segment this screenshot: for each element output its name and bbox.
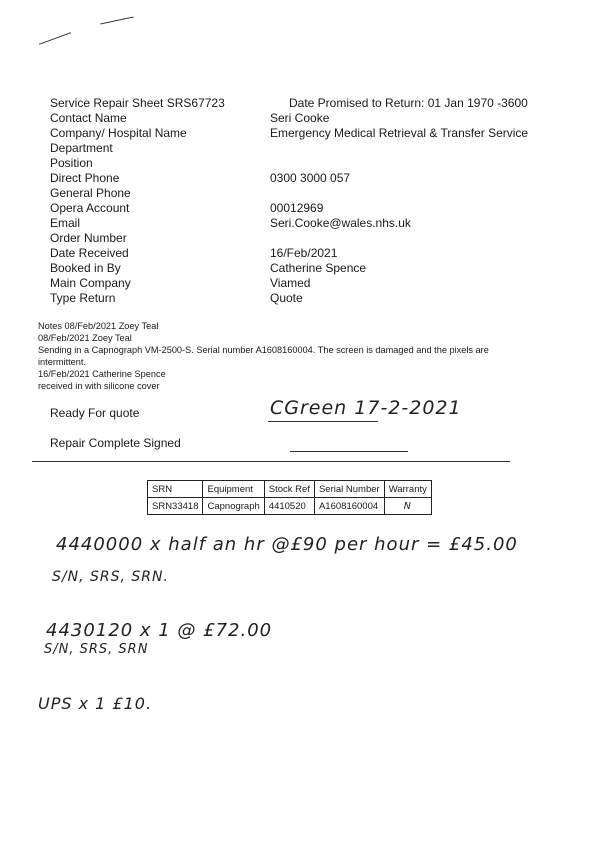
handwritten-line: 4430120 x 1 @ £72.00 bbox=[46, 620, 273, 641]
signature-line bbox=[268, 421, 378, 422]
handwritten-line: UPS x 1 £10. bbox=[38, 694, 153, 713]
column-header: Warranty bbox=[384, 481, 431, 498]
signature-line bbox=[290, 451, 408, 452]
field-value: 16/Feb/2021 bbox=[270, 246, 338, 260]
scan-mark bbox=[39, 32, 71, 45]
field-label: Email bbox=[50, 216, 81, 230]
date-promised: Date Promised to Return: 01 Jan 1970 -3600 bbox=[289, 96, 528, 110]
column-header: SRN bbox=[148, 481, 203, 498]
table-header-row bbox=[148, 481, 432, 498]
column-header: Stock Ref bbox=[264, 481, 314, 498]
handwritten-line: S/N, SRS, SRN bbox=[44, 642, 149, 657]
field-label: Order Number bbox=[50, 231, 127, 245]
field-label: Contact Name bbox=[50, 111, 127, 125]
field-value: Seri.Cooke@wales.nhs.uk bbox=[270, 216, 411, 230]
note-line: 08/Feb/2021 Zoey Teal bbox=[38, 333, 132, 343]
table-row bbox=[148, 498, 432, 515]
field-value: Viamed bbox=[270, 276, 311, 290]
field-label: Company/ Hospital Name bbox=[50, 126, 187, 140]
column-header: Serial Number bbox=[314, 481, 384, 498]
field-label: Opera Account bbox=[50, 201, 130, 215]
divider bbox=[32, 461, 510, 462]
cell-srn: SRN33418 bbox=[148, 498, 203, 515]
field-label: Type Return bbox=[50, 291, 116, 305]
repair-complete-label: Repair Complete Signed bbox=[50, 436, 181, 450]
field-label: Date Received bbox=[50, 246, 129, 260]
note-line: Sending in a Capnograph VM-2500-S. Serial number A1608160004. The screen is damaged and the pixels are bbox=[38, 345, 489, 355]
field-label: Department bbox=[50, 141, 113, 155]
note-line: Notes 08/Feb/2021 Zoey Teal bbox=[38, 321, 159, 331]
note-line: 16/Feb/2021 Catherine Spence bbox=[38, 369, 166, 379]
handwritten-line: S/N, SRS, SRN. bbox=[52, 569, 169, 585]
cell-stock-ref: 4410520 bbox=[264, 498, 314, 515]
notes-section bbox=[38, 320, 489, 392]
field-value: 0300 3000 057 bbox=[270, 171, 351, 185]
sheet-title: Service Repair Sheet SRS67723 bbox=[50, 96, 225, 110]
scan-mark bbox=[100, 16, 133, 24]
ready-for-quote-label: Ready For quote bbox=[50, 406, 140, 420]
field-value: Quote bbox=[270, 291, 303, 305]
field-label: Position bbox=[50, 156, 93, 170]
cell-equipment: Capnograph bbox=[203, 498, 264, 515]
field-label: General Phone bbox=[50, 186, 131, 200]
column-header: Equipment bbox=[203, 481, 264, 498]
field-label: Main Company bbox=[50, 276, 131, 290]
field-value: Seri Cooke bbox=[270, 111, 330, 125]
field-value: Catherine Spence bbox=[270, 261, 367, 275]
note-line: intermittent. bbox=[38, 357, 86, 367]
field-label: Booked in By bbox=[50, 261, 121, 275]
note-line: received in with silicone cover bbox=[38, 381, 160, 391]
field-label: Direct Phone bbox=[50, 171, 120, 185]
field-value: 00012969 bbox=[270, 201, 324, 215]
handwritten-line: 4440000 x half an hr @£90 per hour = £45.00 bbox=[56, 534, 518, 555]
cell-serial-number: A1608160004 bbox=[314, 498, 384, 515]
equipment-table bbox=[147, 480, 432, 515]
field-value: Emergency Medical Retrieval & Transfer Service bbox=[270, 126, 529, 140]
cell-warranty: N bbox=[384, 498, 431, 515]
ready-signature: CGreen 17-2-2021 bbox=[270, 397, 462, 419]
